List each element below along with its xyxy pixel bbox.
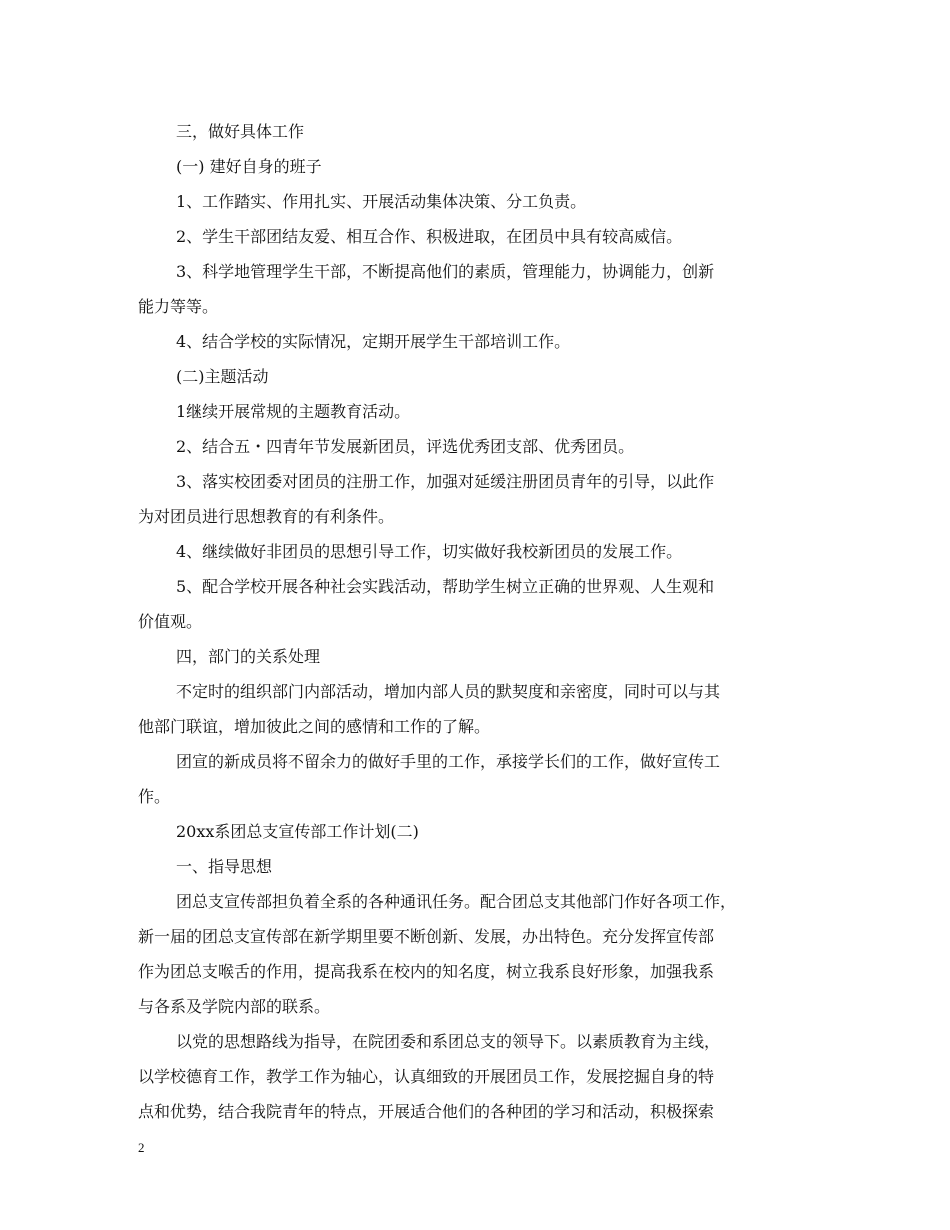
subsection-heading-2: (二)主题活动 xyxy=(176,367,269,386)
section-heading-4: 四，部门的关系处理 xyxy=(176,647,321,666)
section-heading-1: 一、指导思想 xyxy=(176,857,273,876)
paragraph: 3、科学地管理学生干部，不断提高他们的素质，管理能力，协调能力，创新 能力等等。 xyxy=(138,262,715,316)
paragraph: 团宣的新成员将不留余力的做好手里的工作，承接学长们的工作，做好宣传工 作。 xyxy=(138,752,721,806)
document-body xyxy=(138,114,814,1129)
section-heading-3: 三，做好具体工作 xyxy=(176,122,305,141)
document-subtitle: 20xx系团总支宣传部工作计划(二) xyxy=(176,822,419,841)
paragraph: 不定时的组织部门内部活动，增加内部人员的默契度和亲密度，同时可以与其 他部门联谊，增加彼此之间的感情和工作的了解。 xyxy=(138,682,721,736)
paragraph: 团总支宣传部担负着全系的各种通讯任务。配合团总支其他部门作好各项工作， 新一届的团总支宣传部在新学期里要不断创新、发展，办出特色。充分发挥宣传部 作为团总支喉舌的作用，提高我系在校内的知名度，树立我系良好形象，加强我系 与各系及学院内部的联系。 xyxy=(138,892,737,1016)
subsection-heading-1: (一) 建好自身的班子 xyxy=(176,157,322,176)
page-number: 2 xyxy=(138,1140,145,1155)
paragraph: 1继续开展常规的主题教育活动。 xyxy=(176,402,411,421)
paragraph: 4、结合学校的实际情况，定期开展学生干部培训工作。 xyxy=(176,332,571,351)
paragraph: 以党的思想路线为指导，在院团委和系团总支的领导下。以素质教育为主线， 以学校德育工作，教学工作为轴心，认真细致的开展团员工作，发展挖掘自身的特 点和优势，结合我院青年的特点，开展适合他们的各种团的学习和活动，积极探索 xyxy=(138,1032,721,1121)
paragraph: 4、继续做好非团员的思想引导工作，切实做好我校新团员的发展工作。 xyxy=(176,542,683,561)
paragraph: 5、配合学校开展各种社会实践活动，帮助学生树立正确的世界观、人生观和 价值观。 xyxy=(138,577,715,631)
paragraph: 3、落实校团委对团员的注册工作，加强对延缓注册团员青年的引导，以此作 为对团员进行思想教育的有利条件。 xyxy=(138,472,715,526)
paragraph: 1、工作踏实、作用扎实、开展活动集体决策、分工负责。 xyxy=(176,192,587,211)
paragraph: 2、学生干部团结友爱、相互合作、积极进取，在团员中具有较高威信。 xyxy=(176,227,683,246)
paragraph: 2、结合五・四青年节发展新团员，评选优秀团支部、优秀团员。 xyxy=(176,437,635,456)
